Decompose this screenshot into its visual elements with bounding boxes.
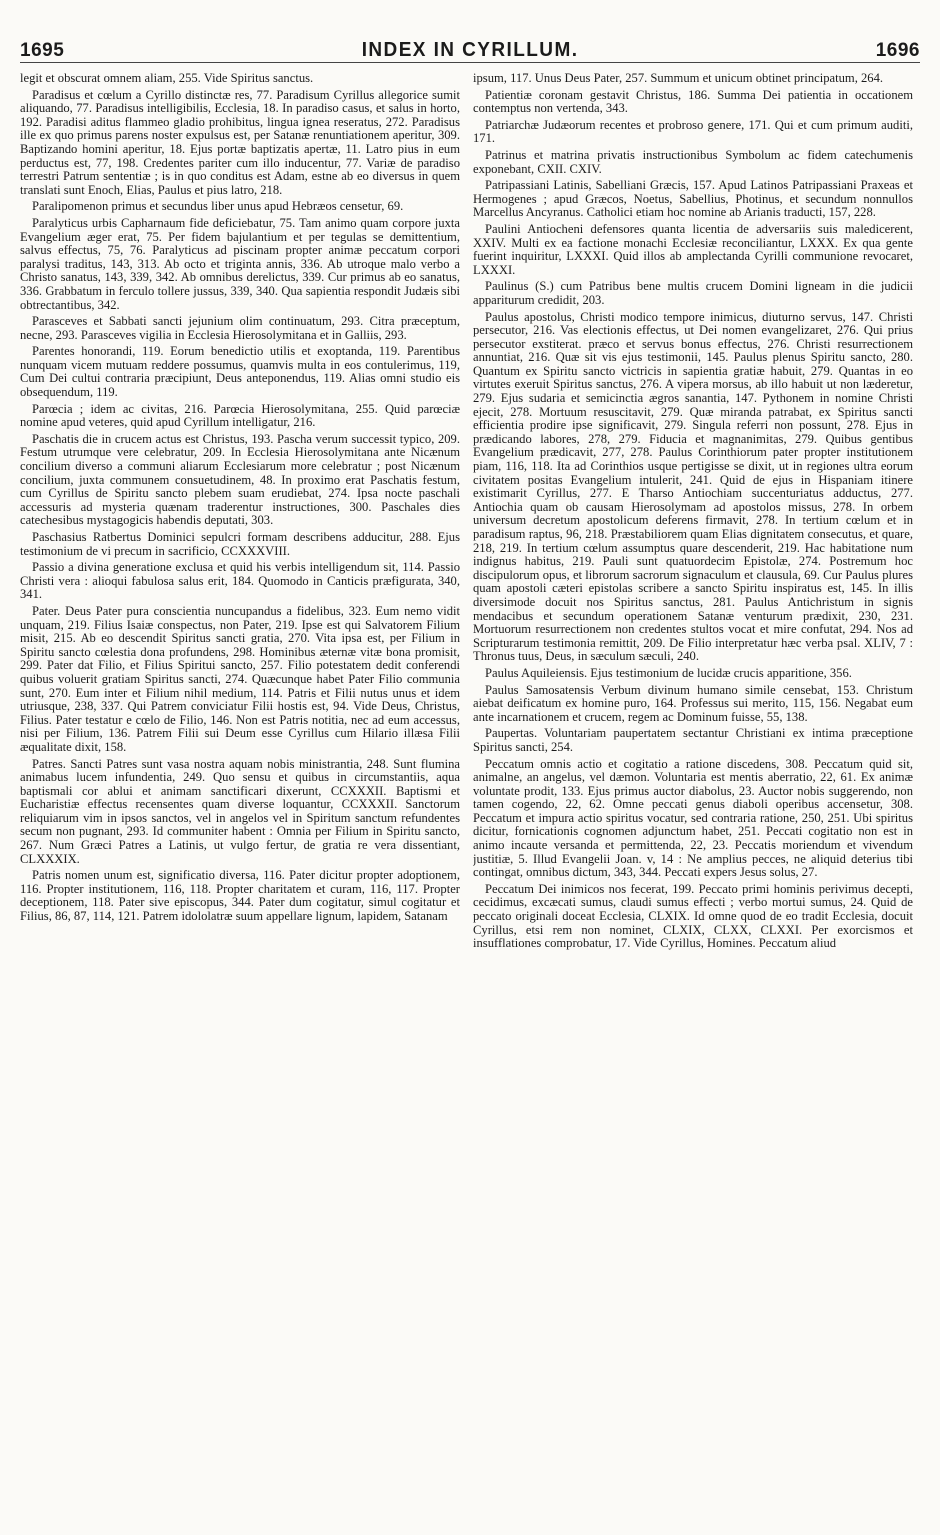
index-entry: Paulus apostolus, Christi modico tempore inimicus, diuturno servus, 147. Christi persecutor, 216. Vas electionis effectus, ut Dei nomen evangelizaret, 276. Qui prius persecutor exstiterat. præco et servus bonus effectus, 276. Christi resurrectionem annuntiat, 216. Quæ sit vis ejus testimonii, 145. Paulus plenus Spiritu sancto, 280. Quantum ex Spiritu sancto victricis in sapientia gratiæ habuit, 279. Quantas in eo virtutes exeruit Spiritus sanctus, 276. A vipera morsus, ab illo habuit ut non læderetur, 279. Ejus sudaria et semicinctia ægros sanantia, 147. Pythonem in nomine Christi ejecit, 278. Mortuum resuscitavit, 279. Quæ miranda patrabat, ex Spiritus sancti efficientia prodire ipse significavit, 279. Singula referri non possunt, 278. Ejus in prædicando labores, 278, 279. Fiducia et magnanimitas, 279. Quibus gentibus Evangelium prædicavit, 277, 278. Paulus Corinthiorum pater propter institutionem piam, 116, 118. Ita ad Corinthios usque pertigisse se dixit, ut in regiones ultra eorum civitatem positas Evangelium intulerit, 241. Quid de ejus in Hispaniam itinere existimarit Cyrillus, 277. E Tharso Antiochiam succenturiatus adductus, 277. Antiochia quam ob causam Hierosolymam ad apostolos missus, 278. In orbem universum decretum apostolicum deferens firmavit, 278. In tertium cœlum et in paradisum raptus, 96, 218. Præstabiliorem quam Elias dignitatem consecutus, et quare, 218, 219. In tertium cœlum assumptus quare descenderit, 219. Hac habitatione num indignus habitus, 219. Pauli sunt quatuordecim Epistolæ, 274. Postremum hoc discipulorum opus, et librorum sacrorum signaculum et clausula, 69. Cur Paulus plures quam apostoli cæteri epistolas scribere a sancto Spiritu inspiratus est, 145. In illis diversimode docuit nos Spiritus sanctus, 281. Paulus Antichristum in signis mendacibus et secundum operationem Satanæ venturum prædixit, 230, 231. Mortuorum resurrectionem non credentes stultos vocat et mire confutat, 294. Nos ad Scripturarum testimonia remittit, 209. De Filio interpretatur hæc verba psal. XLIV, 7 : Thronus tuus, Deus, in sæculum sæculi, 240. [473,309,913,664]
index-entry: Peccatum Dei inimicos nos fecerat, 199. Peccato primi hominis perivimus decepti, cecidimus, excæcati sumus, claudi sumus effecti ; verbo mortui sumus, 24. Quid de peccato originali doceat Ecclesia, CLXIX. Id omne quod de eo tradit Ecclesia, docuit Cyrillus, etsi rem non nominet, CLXIX, CLXX, CLXXI. Per exorcismos et insufflationes comprobatur, 17. Vide Cyrillus, Homines. Peccatum aliud [473,881,913,951]
index-entry: Patripassiani Latinis, Sabelliani Græcis, 157. Apud Latinos Patripassiani Praxeas et Hermogenes ; apud Græcos, Noetus, Sabellius, Photinus, et secundum nonnullos Marcellus Ancyranus. Catholici etiam hoc nomine ab Arianis traducti, 157, 228. [473,178,913,220]
index-entry: Paralyticus urbis Capharnaum fide deficiebatur, 75. Tam animo quam corpore juxta Evangelium æger erat, 75. Per fidem bajulantium et per tegulas se demittentium, salvus effectus, 75, 76. Paralyticus ad piscinam propter animæ peccatum corpori paralysi traditus, 143, 313. Ab octo et triginta annis, 336. Ab utroque malo verbo a Christo sanatus, 143, 339, 342. Ab omnibus derelictus, 339. Cur primus ab eo sanatus, 336. Grabbatum in ferculo tollere jussus, 339, 340. Qua sapientia respondit Judæis sibi obtrectantibus, 342. [20,215,460,312]
index-entry: ipsum, 117. Unus Deus Pater, 257. Summum et unicum obtinet principatum, 264. [473,72,884,85]
index-entry: legit et obscurat omnem aliam, 255. Vide Spiritus sanctus. [20,72,314,85]
index-entry: Paulini Antiocheni defensores quanta licentia de adversariis suis maledicerent, XXIV. Multi ex ea factione monachi Ecclesiæ reconciliantur, LXXX. Ex qua gente fuerint inquiritur, LXXXI. Quid illos ab amplectanda Cyrilli communione revocaret, LXXXI. [473,221,913,277]
running-title: INDEX IN CYRILLUM. [361,39,579,61]
index-entry: Paulus Aquileiensis. Ejus testimonium de lucidæ crucis apparitione, 356. [485,665,852,680]
index-entry: Paschatis die in crucem actus est Christus, 193. Pascha verum successit typico, 209. Festum utrumque vere celebratur, 209. In Ecclesia Hierosolymitana ante Nicænum concilium diverso a communi aliarum Ecclesiarum more celebratur ; post Nicænum concilium, juxta communem consuetudinem, 48. In proximo erat Paschatis festum, cum Cyrillus de Spiritu sancto plebem suam erudiebat, 274. Ipsa nocte paschali accessuris ad mysteria quænam traderentur instructiones, 300. Paschales dies catechesibus mystagogicis habendis deputati, 303. [20,431,460,528]
index-entry: Paulus Samosatensis Verbum divinum humano simile censebat, 153. Christum aiebat deificatum ex homine puro, 164. Professus sui merito, 115, 156. Negabat eum ante incarnationem et crucem, regem ac Dominum fuisse, 55, 138. [473,682,913,724]
page-header [20,30,920,63]
index-entry: Patriarchæ Judæorum recentes et probroso genere, 171. Qui et cum primum auditi, 171. [473,117,913,146]
index-entry: Patientiæ coronam gestavit Christus, 186. Summa Dei patientia in occationem contemptus non vertenda, 343. [473,87,913,116]
index-entry: Paschasius Ratbertus Dominici sepulcri formam describens adducitur, 288. Ejus testimonium de vi precum in sacrificio, CCXXXVIII. [20,530,460,558]
index-entry: Patres. Sancti Patres sunt vasa nostra aquam nobis ministrantia, 248. Sunt flumina animabus lucem infundentia, 249. Quo sensu et quibus in circumstantiis, aqua baptismali cor ablui et animam sanctificari dixerunt, CCXXXII. Baptismi et Eucharistiæ effectus recensentes quam diverse loquantur, CCXXXII. Sanctorum reliquiarum vim in ipsos sanctos, vel in angelos vel in Spiritum sanctum refundentes secum non pugnant, 293. Id communiter habent : Omnia per Filium in Spiritu sancto, 267. Num Græci Patres a Latinis, ut vulgo fertur, de gratia re vera dissentiant, CLXXXIX. [20,756,460,866]
right-column [473,72,913,1524]
index-entry: Paradisus et cœlum a Cyrillo distinctæ res, 77. Paradisum Cyrillus allegorice sumit aliquando, 77. Paradisus intelligibilis, Ecclesia, 18. In paradiso casus, et salus in horto, 192. Paradisi aditus flammeo gladio prohibitus, lingua ignea reseratus, 272. Paradisus ille ex quo primus parens noster expulsus est, per Satanæ renuntiationem aperitur, 309. Baptizando homini aperitur, 18. Ejus portæ baptizatis apertæ, 11. Latro pius in eum perductus est, 77, 198. Credentes pariter cum illo inducentur, 77. Variæ de paradiso terrestri Patrum sententiæ ; is in quo conditus est Adam, estne ab eo diversus in quem translati sunt Enoch, Elias, Paulus et pius latro, 218. [20,87,460,197]
index-entry: Paulinus (S.) cum Patribus bene multis crucem Domini ligneam in die judicii appariturum credidit, 203. [473,279,913,307]
index-entry: Passio a divina generatione exclusa et quid his verbis intelligendum sit, 114. Passio Christi vera : alioqui fabulosa salus erit, 184. Quomodo in Canticis præfigurata, 340, 341. [20,560,460,602]
index-entry: Patrinus et matrina privatis instructionibus Symbolum ac fidem catechumenis exponebant, CXII. CXIV. [473,147,913,176]
index-entry: Peccatum omnis actio et cogitatio a ratione discedens, 308. Peccatum quid sit, animalne, an angelus, vel dæmon. Voluntaria est mentis aberratio, 22, 61. Ex animæ voluntate prodit, 133. Ejus primus auctor diabolus, 23. Auctor nobis suggerendo, non tamen cogendo, 22, 62. Omne peccati genus diaboli operibus accensetur, 308. Peccatum et impura actio spiritus vocatur, sed contraria ratione, 250, 251. Ubi spiritus dicitur, fornicationis cognomen adjunctum habet, 251. Peccati cogitatio non est in animo incaute versanda et permittenda, 22, 23. Peccatis moriendum et vivendum justitiæ, 5. Illud Evangelii Joan. v, 14 : Ne amplius pecces, ne aliquid deterius tibi contingat, omnibus dictum, 343, 344. Peccati expers Jesus solus, 27. [473,756,913,880]
index-entry: Paupertas. Voluntariam paupertatem sectantur Christiani ex intima præceptione Spiritus sancti, 254. [473,726,913,754]
index-entry: Parœcia ; idem ac civitas, 216. Parœcia Hierosolymitana, 255. Quid parœciæ nomine apud veteres, quid apud Cyrillum intelligatur, 216. [20,401,460,430]
index-entry: Paralipomenon primus et secundus liber unus apud Hebræos censetur, 69. [32,199,404,214]
index-entry: Parasceves et Sabbati sancti jejunium olim continuatum, 293. Citra præceptum, necne, 293. Parasceves vigilia in Ecclesia Hierosolymitana et in Galliis, 293. [20,314,460,342]
index-entry: Patris nomen unum est, significatio diversa, 116. Pater dicitur propter adoptionem, 116. Propter institutionem, 116, 118. Propter charitatem et curam, 116, 117. Propter deceptionem, 118. Pater sive episcopus, 344. Pater dum cogitatur, simul cogitatur et Filius, 86, 87, 114, 121. Patrem idololatræ suum appellare lignum, lapidem, Satanam [20,868,460,924]
left-column [20,72,460,1524]
index-entry: Pater. Deus Pater pura conscientia nuncupandus a fidelibus, 323. Eum nemo vidit unquam, 219. Filius Isaiæ conspectus, non Pater, 219. Ipse est qui Salvatorem Filium misit, 215. Ab eo descendit Spiritus sancti gratia, 270. Vita ipsa est, per Filium in Spiritu sancto cœlestia dona profundens, 298. Hominibus æternæ vitæ bona promisit, 299. Pater dat Filio, et Filius Spiritui sancto, 257. Filio potestatem dedit conferendi quibus voluerit gratiam Spiritus sancti, 274. Quæcunque habet Pater Filio communia sunt, 270. Eum inter et Filium nihil medium, 114. Patris et Filii nutus unus et idem utriusque, 238, 337. Qui Patrem conviciatur Filii hostis est, 94. Vide Deus, Christus, Filius. Pater testatur e cœlo de Filio, 146. Non est Patris notitia, nec ad eum accessus, nisi per Filium, 136. Patrem Filii sui Deum esse Cyrillus cum Hilario illæsa Filii æqualitate dixit, 158. [20,603,460,754]
left-page-number: 1695 [20,40,65,61]
right-page-number: 1696 [875,40,920,61]
index-entry: Parentes honorandi, 119. Eorum benedictio utilis et exoptanda, 119. Parentibus nunquam vicem mutuam reddere possumus, quamvis multa in eos contulerimus, 119, Cum Dei cultui contraria præcipiunt, Deus anteponendus, 119. Alias omni studio eis obsequendum, 119. [20,344,460,400]
